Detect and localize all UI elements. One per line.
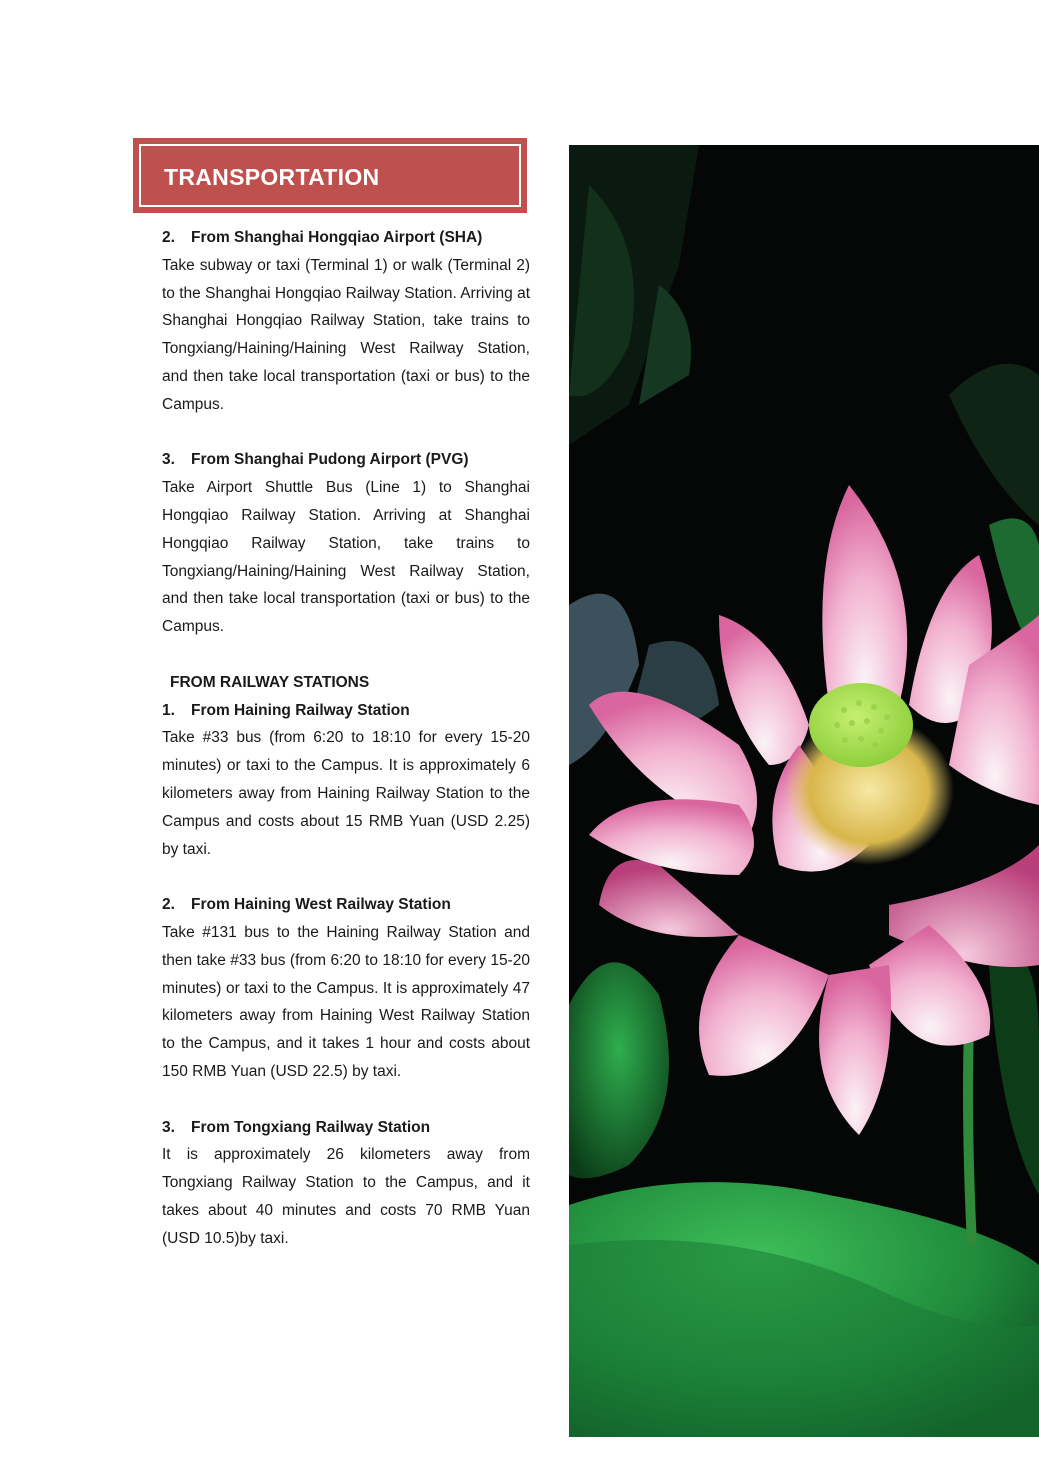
route-number: 1. [162, 701, 175, 719]
route-title: From Haining West Railway Station [191, 896, 451, 914]
route-description: Take Airport Shuttle Bus (Line 1) to Shanghai Hongqiao Railway Station. Arriving at Shanghai Hongqiao Railway Station, take trains to Tongxiang/Haining/Haining West Railway Station, and then take local transportation (taxi or bus) to the Campus. [162, 479, 530, 636]
route-heading [162, 697, 530, 725]
route-number: 3. [162, 1118, 175, 1136]
route-heading [162, 1114, 530, 1142]
route-description: Take #131 bus to the Haining Railway Station and then take #33 bus (from 6:20 to 18:10 for every 15-20 minutes) or taxi to the Campus. It is approximately 47 kilometers away from Haining West Railway Station to the Campus, and it takes 1 hour and costs about 150 RMB Yuan (USD 22.5) by taxi. [162, 923, 530, 1080]
section-header-title: TRANSPORTATION [164, 164, 380, 190]
route-title: From Shanghai Pudong Airport (PVG) [191, 451, 469, 469]
route-description: It is approximately 26 kilometers away from Tongxiang Railway Station to the Campus, and it takes about 40 minutes and costs 70 RMB Yuan (USD 10.5)by taxi. [162, 1146, 530, 1247]
section-header-banner [133, 138, 527, 213]
railway-section-title: FROM RAILWAY STATIONS [170, 673, 370, 691]
route-number: 2. [162, 896, 175, 914]
lotus-illustration [569, 145, 1039, 1437]
route-heading [162, 224, 530, 252]
route-title: From Haining Railway Station [191, 701, 410, 719]
route-number: 2. [162, 229, 175, 246]
airport-route-sha [162, 224, 530, 419]
route-heading [162, 446, 530, 474]
railway-route-haining [162, 697, 530, 864]
railway-route-tongxiang [162, 1114, 530, 1253]
route-title: From Shanghai Hongqiao Airport (SHA) [191, 229, 483, 246]
airport-route-pvg [162, 446, 530, 641]
route-heading [162, 891, 530, 919]
route-description: Take #33 bus (from 6:20 to 18:10 for every 15-20 minutes) or taxi to the Campus. It is approximately 6 kilometers away from Haining Railway Station to the Campus and costs about 15 RMB Yuan (USD 2.25) by taxi. [162, 729, 530, 858]
route-description: Take subway or taxi (Terminal 1) or walk (Terminal 2) to the Shanghai Hongqiao Railway Station. Arriving at Shanghai Hongqiao Railway Station, take trains to Tongxiang/Haining/Haining West Railway Station, and then take local transportation (taxi or bus) to the Campus. [162, 256, 530, 413]
route-number: 3. [162, 451, 175, 469]
route-title: From Tongxiang Railway Station [191, 1118, 431, 1136]
transportation-content [162, 224, 530, 1280]
railway-route-haining-west [162, 891, 530, 1086]
lotus-flower-photo [569, 145, 1039, 1437]
